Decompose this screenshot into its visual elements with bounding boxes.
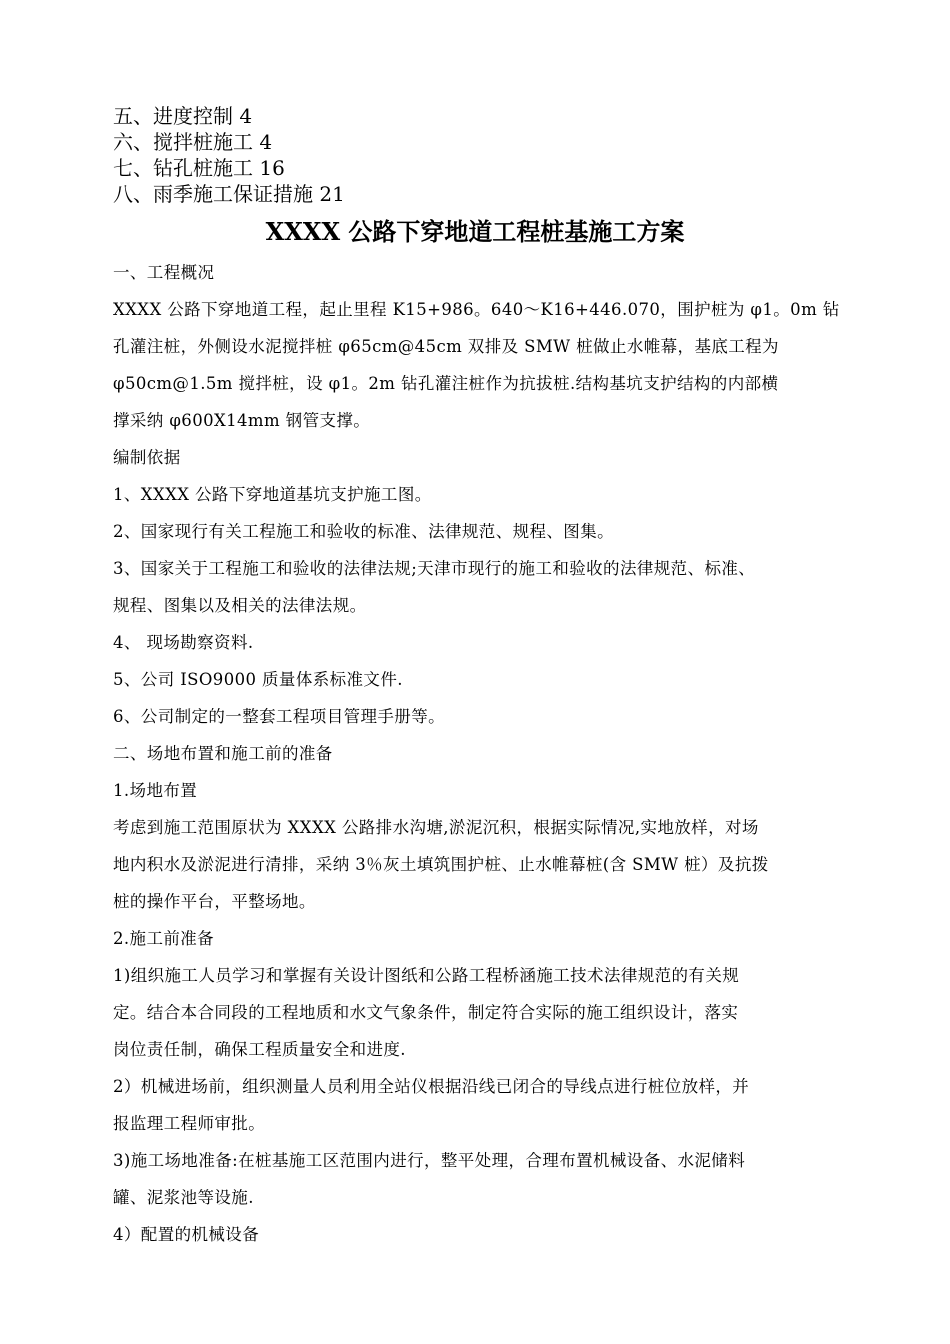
document-body xyxy=(113,254,843,1253)
section-heading-overview: 一、工程概况 xyxy=(113,263,215,282)
text-line: 报监理工程师审批。 xyxy=(113,1114,266,1133)
text-line: 2）机械进场前，组织测量人员利用全站仪根据沿线已闭合的导线点进行桩位放样，并 xyxy=(113,1077,750,1096)
text-line: φ50cm@1.5m 搅拌桩，设 φ1。2m 钻孔灌注桩作为抗拔桩.结构基坑支护结构的内部横 xyxy=(113,374,779,393)
text-line: XXXX 公路下穿地道工程，起止里程 K15+986。640～K16+446.070，围护桩为 φ1。0m 钻 xyxy=(113,300,840,319)
text-line: 孔灌注桩，外侧设水泥搅拌桩 φ65cm@45cm 双排及 SMW 桩做止水帷幕，基底工程为 xyxy=(113,337,779,356)
table-of-contents xyxy=(113,103,833,207)
text-line: 规程、图集以及相关的法律法规。 xyxy=(113,596,367,615)
text-line: 罐、泥浆池等设施. xyxy=(113,1188,254,1207)
toc-item: 六、搅拌桩施工 4 xyxy=(113,130,273,154)
section-heading-site: 二、场地布置和施工前的准备 xyxy=(113,744,333,763)
text-line: 撑采纳 φ600X14mm 钢管支撑。 xyxy=(113,411,371,430)
list-item: 5、公司 ISO9000 质量体系标准文件. xyxy=(113,670,403,689)
subsection-heading: 2.施工前准备 xyxy=(113,929,215,948)
text-line: 桩的操作平台，平整场地。 xyxy=(113,892,316,911)
text-line: 1)组织施工人员学习和掌握有关设计图纸和公路工程桥涵施工技术法律规范的有关规 xyxy=(113,966,740,985)
text-line: 4）配置的机械设备 xyxy=(113,1225,260,1244)
text-line: 考虑到施工范围原状为 XXXX 公路排水沟塘,淤泥沉积，根据实际情况,实地放样，对场 xyxy=(113,818,759,837)
document-title: XXXX 公路下穿地道工程桩基施工方案 xyxy=(265,217,685,246)
list-item: 6、公司制定的一整套工程项目管理手册等。 xyxy=(113,707,445,726)
list-item: 4、 现场勘察资料. xyxy=(113,633,254,652)
toc-item: 七、钻孔桩施工 16 xyxy=(113,156,285,180)
section-heading-basis: 编制依据 xyxy=(113,448,181,467)
toc-item: 八、雨季施工保证措施 21 xyxy=(113,182,345,206)
text-line: 地内积水及淤泥进行清排，采纳 3％灰土填筑围护桩、止水帷幕桩(含 SMW 桩）及抗拨 xyxy=(113,855,769,874)
text-line: 岗位责任制，确保工程质量安全和进度. xyxy=(113,1040,406,1059)
text-line: 3)施工场地准备:在桩基施工区范围内进行，整平处理，合理布置机械设备、水泥储料 xyxy=(113,1151,746,1170)
text-line: 定。结合本合同段的工程地质和水文气象条件，制定符合实际的施工组织设计，落实 xyxy=(113,1003,739,1022)
list-item: 3、国家关于工程施工和验收的法律法规;天津市现行的施工和验收的法律规范、标准、 xyxy=(113,559,756,578)
list-item: 2、国家现行有关工程施工和验收的标准、法律规范、规程、图集。 xyxy=(113,522,614,541)
toc-item: 五、进度控制 4 xyxy=(113,104,253,128)
subsection-heading: 1.场地布置 xyxy=(113,781,198,800)
list-item: 1、XXXX 公路下穿地道基坑支护施工图。 xyxy=(113,485,432,504)
